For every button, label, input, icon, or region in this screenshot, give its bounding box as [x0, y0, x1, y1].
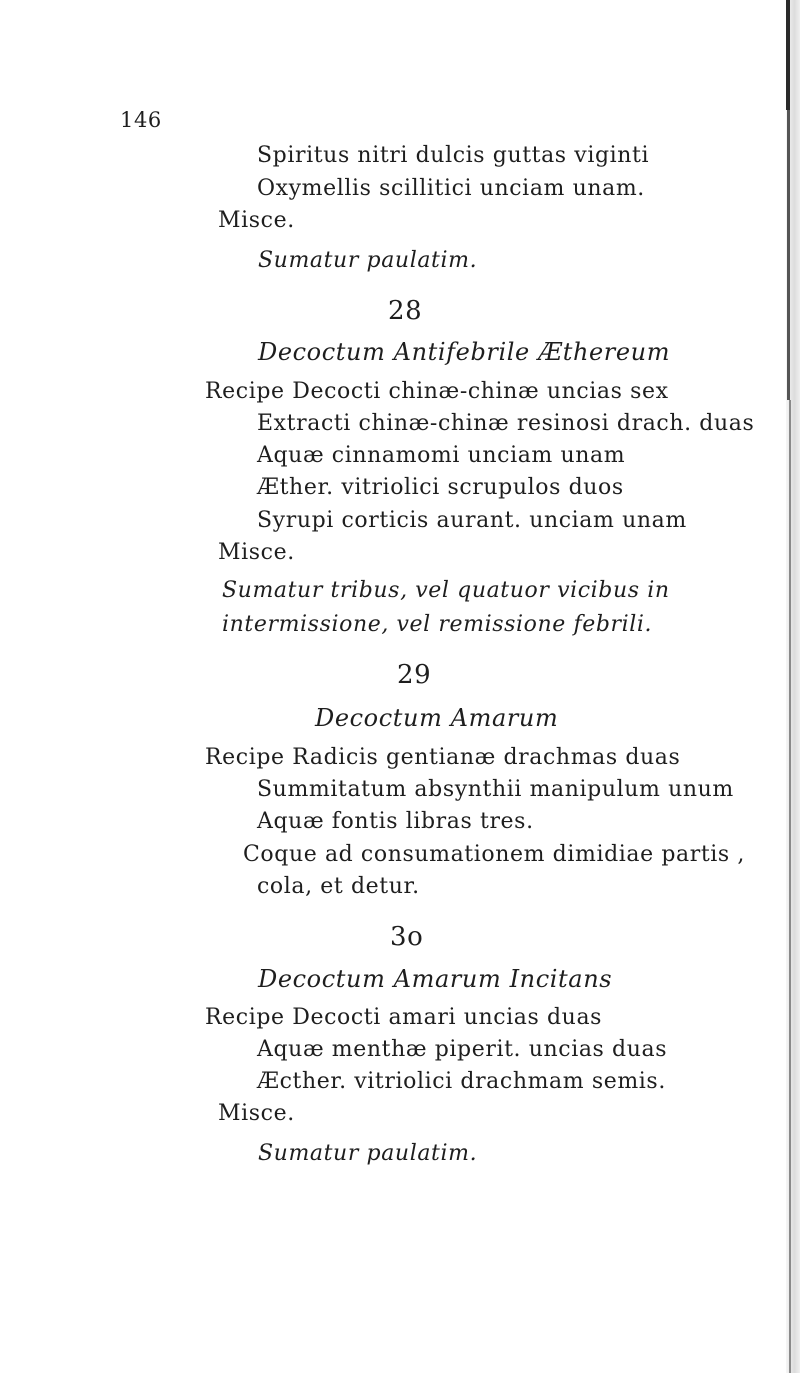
text-line: Coque ad consumationem dimidiae partis , [243, 842, 746, 867]
text-line: Recipe Decocti amari uncias duas [205, 1005, 603, 1030]
text-line: cola, et detur. [257, 874, 420, 899]
recipe-title: Decoctum Amarum [315, 704, 559, 732]
page-number: 146 [120, 108, 162, 132]
text-line: Aquæ cinnamomi unciam unam [257, 443, 626, 468]
recipe-number: 29 [397, 660, 432, 690]
text-line: Extracti chinæ-chinæ resinosi drach. duas [257, 411, 755, 436]
instruction-line: intermissione, vel remissione febrili. [222, 612, 653, 637]
text-line: Recipe Decocti chinæ-chinæ uncias sex [205, 379, 669, 404]
page-edge-shadow [787, 110, 790, 400]
text-line: Oxymellis scillitici unciam unam. [257, 176, 645, 201]
instruction-line: Sumatur paulatim. [258, 248, 478, 273]
text-line: Æcther. vitriolici drachmam semis. [257, 1069, 666, 1094]
instruction-line: Sumatur tribus, vel quatuor vicibus in [222, 578, 670, 603]
text-line: Spiritus nitri dulcis guttas viginti [257, 143, 650, 168]
text-line: Summitatum absynthii manipulum unum [257, 777, 734, 802]
text-line: Aquæ fontis libras tres. [257, 809, 534, 834]
text-line: Æther. vitriolici scrupulos duos [257, 475, 624, 500]
text-line: Misce. [218, 1101, 295, 1126]
page-edge-shadow [789, 400, 791, 1373]
text-line: Recipe Radicis gentianæ drachmas duas [205, 745, 681, 770]
recipe-title: Decoctum Amarum Incitans [258, 965, 613, 993]
recipe-title: Decoctum Antifebrile Æthereum [258, 338, 671, 366]
text-line: Syrupi corticis aurant. unciam unam [257, 508, 687, 533]
instruction-line: Sumatur paulatim. [258, 1141, 478, 1166]
page-edge-shadow [786, 0, 790, 110]
recipe-number: 3o [390, 922, 424, 952]
text-line: Aquæ menthæ piperit. uncias duas [257, 1037, 668, 1062]
text-line: Misce. [218, 540, 295, 565]
recipe-number: 28 [388, 296, 423, 326]
text-line: Misce. [218, 208, 295, 233]
